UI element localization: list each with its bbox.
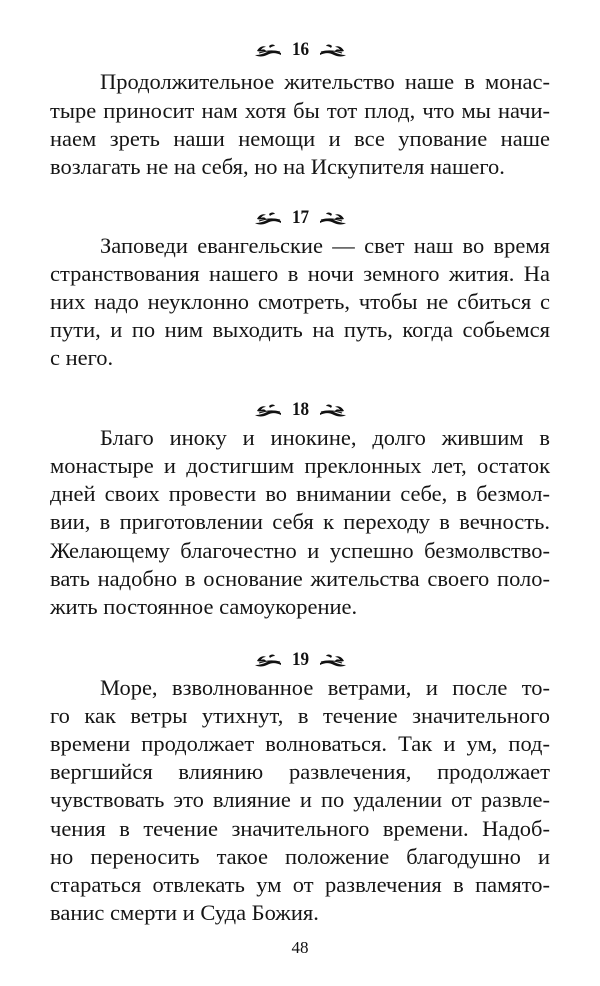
paragraph-line: странствования нашего в ночи земного жития. На <box>50 261 550 286</box>
paragraph-line: них надо неуклонно смотреть, чтобы не сбиться с <box>50 289 550 314</box>
paragraph-line: но переносить такое положение благодушно и <box>50 844 550 869</box>
paragraph-line: Заповеди евангельские — свет наш во время <box>100 233 550 258</box>
section-number: 16 <box>291 39 309 60</box>
fleuron-left-icon <box>253 402 283 418</box>
paragraph-line: чения в течение значительного времени. Надоб- <box>50 816 550 841</box>
section-number: 18 <box>291 399 309 420</box>
section-heading-16 <box>50 38 550 62</box>
paragraph-line: с него. <box>50 345 114 370</box>
paragraph-line: дней своих провести во внимании себе, в безмол- <box>50 481 550 506</box>
paragraph-line: Желающему благочестно и успешно безмолвство- <box>50 538 550 563</box>
paragraph-line: ванис смерти и Суда Божия. <box>50 900 319 925</box>
fleuron-right-icon <box>318 42 348 58</box>
paragraph-line: времени продолжает волноваться. Так и ум, под- <box>50 731 550 756</box>
paragraph-line: жить постоянное самоукорение. <box>50 594 358 619</box>
fleuron-left-icon <box>253 210 283 226</box>
page-number: 48 <box>291 938 309 957</box>
paragraph-line: го как ветры утихнут, в течение значительного <box>50 703 550 728</box>
paragraph-line: тыре приносит нам хотя бы тот плод, что мы начи- <box>50 98 550 123</box>
paragraph-line: наем зреть наши немощи и все упование наше <box>50 126 550 151</box>
paragraph-line: Благо иноку и инокине, долго жившим в <box>100 425 550 450</box>
paragraph-line: вии, в приготовлении себя к переходу в вечность. <box>50 509 550 534</box>
paragraph-line: Море, взволнованное ветрами, и после то- <box>100 675 550 700</box>
book-page <box>50 0 550 986</box>
paragraph-line: Продолжительное жительство наше в монас- <box>100 69 550 94</box>
paragraph-line: монастыре и достигшим преклонных лет, остаток <box>50 453 550 478</box>
paragraph-line: возлагать не на себя, но на Искупителя нашего. <box>50 154 505 179</box>
fleuron-left-icon <box>253 652 283 668</box>
section-number: 19 <box>291 649 309 670</box>
fleuron-right-icon <box>318 210 348 226</box>
paragraph-line: чувствовать это влияние и по удалении от развле- <box>50 787 550 812</box>
fleuron-left-icon <box>253 42 283 58</box>
paragraph-line: вать надобно в основание жительства своего поло- <box>50 566 550 591</box>
paragraph-line: стараться отвлекать ум от развлечения в памято- <box>50 872 550 897</box>
section-heading-17 <box>50 206 550 230</box>
section-heading-18 <box>50 398 550 422</box>
section-heading-19 <box>50 648 550 672</box>
section-number: 17 <box>291 207 309 228</box>
fleuron-right-icon <box>318 402 348 418</box>
paragraph-line: вергшийся влиянию развлечения, продолжает <box>50 759 550 784</box>
fleuron-right-icon <box>318 652 348 668</box>
paragraph-line: пути, и по ним выходить на путь, когда собьемся <box>50 317 550 342</box>
